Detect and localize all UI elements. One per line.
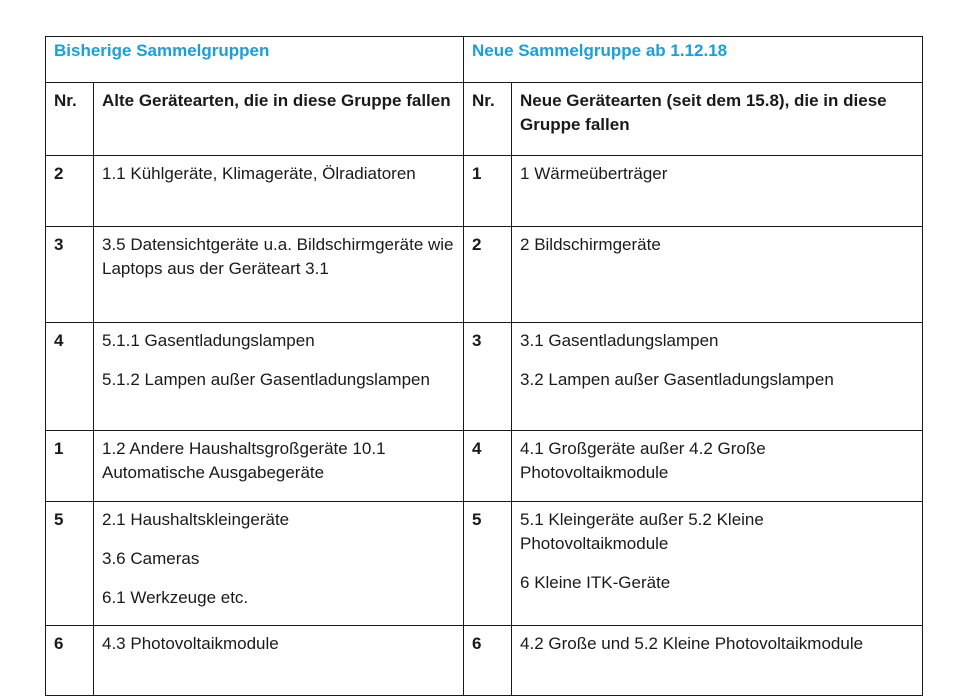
old-types-header: Alte Gerätearten, die in diese Gruppe fallen <box>94 83 464 156</box>
old-type-item: 5.1.1 Gasentladungslampen <box>102 331 315 350</box>
old-type-item: 6.1 Werkzeuge etc. <box>102 588 249 607</box>
table-row <box>46 502 923 626</box>
new-nr-header: Nr. <box>464 83 512 156</box>
new-type-item: 3.2 Lampen außer Gasentladungslampen <box>520 370 834 389</box>
new-type-item: 4.1 Großgeräte außer 4.2 Große Photovoltaikmodule <box>520 439 766 482</box>
old-group-nr: 2 <box>46 156 94 227</box>
old-type-item: 1.2 Andere Haushaltsgroßgeräte 10.1 Automatische Ausgabegeräte <box>102 439 386 482</box>
new-group-nr: 1 <box>464 156 512 227</box>
old-group-nr: 1 <box>46 431 94 502</box>
old-type-item: 3.5 Datensichtgeräte u.a. Bildschirmgeräte wie Laptops aus der Geräteart 3.1 <box>102 235 454 278</box>
old-type-item: 5.1.2 Lampen außer Gasentladungslampen <box>102 370 430 389</box>
old-groups-title: Bisherige Sammelgruppen <box>46 37 464 83</box>
column-header-row <box>46 83 923 156</box>
new-types-cell <box>512 156 923 227</box>
new-type-item: 1 Wärmeüberträger <box>520 164 668 183</box>
new-types-cell <box>512 227 923 323</box>
new-types-cell <box>512 431 923 502</box>
old-nr-header: Nr. <box>46 83 94 156</box>
old-types-cell <box>94 156 464 227</box>
old-type-item: 1.1 Kühlgeräte, Klimageräte, Ölradiatoren <box>102 164 416 183</box>
table-row <box>46 227 923 323</box>
table-row <box>46 323 923 431</box>
old-types-cell <box>94 323 464 431</box>
old-type-item: 2.1 Haushaltskleingeräte <box>102 510 290 529</box>
sammelgruppen-table <box>45 36 923 696</box>
old-group-nr: 3 <box>46 227 94 323</box>
new-groups-title: Neue Sammelgruppe ab 1.12.18 <box>464 37 923 83</box>
new-group-nr: 5 <box>464 502 512 626</box>
old-group-nr: 6 <box>46 626 94 696</box>
group-header-row <box>46 37 923 83</box>
old-types-cell <box>94 431 464 502</box>
table-row <box>46 431 923 502</box>
new-group-nr: 3 <box>464 323 512 431</box>
new-types-header: Neue Gerätearten (seit dem 15.8), die in diese Gruppe fallen <box>512 83 923 156</box>
new-type-item: 3.1 Gasentladungslampen <box>520 331 719 350</box>
new-type-item: 5.1 Kleingeräte außer 5.2 Kleine Photovoltaikmodule <box>520 510 764 553</box>
new-group-nr: 2 <box>464 227 512 323</box>
old-group-nr: 5 <box>46 502 94 626</box>
new-type-item: 6 Kleine ITK-Geräte <box>520 573 671 592</box>
old-types-cell <box>94 227 464 323</box>
old-types-cell <box>94 502 464 626</box>
new-group-nr: 4 <box>464 431 512 502</box>
table-row <box>46 156 923 227</box>
new-type-item: 4.2 Große und 5.2 Kleine Photovoltaikmodule <box>520 634 864 653</box>
table-row <box>46 626 923 696</box>
new-types-cell <box>512 323 923 431</box>
new-types-cell <box>512 626 923 696</box>
old-type-item: 3.6 Cameras <box>102 549 200 568</box>
old-group-nr: 4 <box>46 323 94 431</box>
new-type-item: 2 Bildschirmgeräte <box>520 235 661 254</box>
new-types-cell <box>512 502 923 626</box>
old-type-item: 4.3 Photovoltaikmodule <box>102 634 279 653</box>
old-types-cell <box>94 626 464 696</box>
new-group-nr: 6 <box>464 626 512 696</box>
